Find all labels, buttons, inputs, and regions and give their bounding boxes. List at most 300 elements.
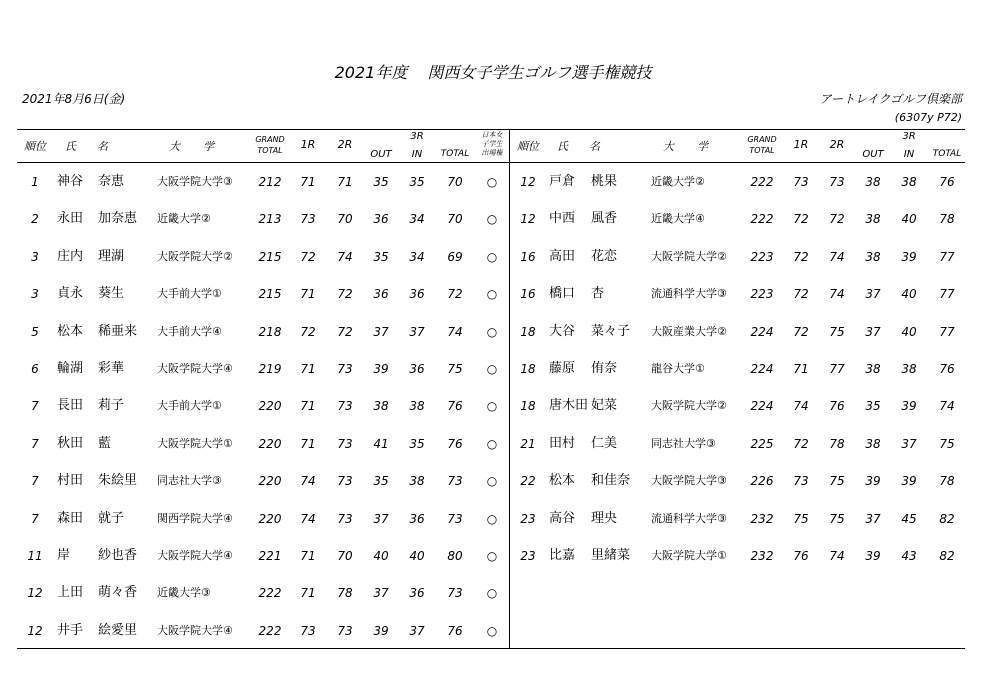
round2-cell: 73 xyxy=(337,362,353,376)
header-university: 学 xyxy=(203,140,214,153)
round3-in-cell: 40 xyxy=(901,324,917,339)
qualification-mark: ○ xyxy=(486,249,498,264)
university-cell: 大阪学院大学④ xyxy=(157,362,233,375)
round3-out-cell: 35 xyxy=(373,249,389,264)
round3-total-cell: 69 xyxy=(447,249,463,264)
rank-cell: 16 xyxy=(520,249,536,264)
family-name-cell: 神谷 xyxy=(57,174,84,189)
given-name-cell: 加奈恵 xyxy=(98,211,138,227)
title-event: 関西女子学生ゴルフ選手権競技 xyxy=(427,63,652,82)
family-name-cell: 森田 xyxy=(57,510,84,526)
round3-in-cell: 39 xyxy=(901,474,917,489)
round3-total-cell: 73 xyxy=(447,474,463,489)
round1-cell: 75 xyxy=(793,511,809,526)
header-round1: 1R xyxy=(793,138,809,151)
round1-cell: 73 xyxy=(300,212,316,227)
header-japan-qualification: 出場権 xyxy=(481,149,503,157)
page-title xyxy=(0,60,986,83)
family-name-cell: 貞永 xyxy=(57,286,84,302)
table-row xyxy=(0,396,986,416)
given-name-cell: 里緒菜 xyxy=(591,548,631,563)
rank-cell: 3 xyxy=(31,249,39,264)
family-name-cell: 井手 xyxy=(57,622,84,638)
round3-total-cell: 80 xyxy=(447,549,463,563)
header-name: 名 xyxy=(589,140,600,153)
round2-cell: 72 xyxy=(337,324,353,339)
family-name-cell: 村田 xyxy=(57,473,84,489)
given-name-cell: 就子 xyxy=(98,510,125,526)
family-name-cell: 大谷 xyxy=(549,323,576,339)
given-name-cell: 藍 xyxy=(98,435,112,451)
rank-cell: 3 xyxy=(31,287,39,302)
family-name-cell: 上田 xyxy=(57,585,84,601)
university-cell: 大阪学院大学① xyxy=(651,549,727,562)
grand-total-cell: 215 xyxy=(258,287,282,302)
qualification-mark: ○ xyxy=(486,586,498,601)
table-row xyxy=(0,247,986,267)
rank-cell: 18 xyxy=(520,324,536,339)
given-name-cell: 彩華 xyxy=(98,361,125,376)
rank-cell: 6 xyxy=(31,362,39,376)
round2-cell: 75 xyxy=(829,324,845,339)
rank-cell: 18 xyxy=(520,399,536,414)
university-cell: 大阪産業大学② xyxy=(651,324,727,338)
university-cell: 近畿大学③ xyxy=(157,586,211,600)
table-row xyxy=(0,284,986,304)
qualification-mark: ○ xyxy=(486,436,498,451)
header-rank: 順位 xyxy=(517,140,539,153)
grand-total-cell: 220 xyxy=(258,399,282,414)
round1-cell: 72 xyxy=(793,436,809,451)
table-row xyxy=(0,434,986,454)
university-cell: 大手前大学④ xyxy=(157,324,222,338)
header-grand-total: TOTAL xyxy=(749,146,775,155)
round3-total-cell: 75 xyxy=(939,436,955,451)
grand-total-cell: 222 xyxy=(750,212,774,227)
header-round2: 2R xyxy=(829,138,845,151)
given-name-cell: 莉子 xyxy=(98,398,125,414)
round2-cell: 74 xyxy=(829,549,845,563)
grand-total-cell: 223 xyxy=(750,287,774,302)
grand-total-cell: 212 xyxy=(258,175,282,189)
family-name-cell: 橋口 xyxy=(549,286,576,302)
round3-out-cell: 39 xyxy=(865,549,881,563)
round3-in-cell: 37 xyxy=(901,436,917,451)
family-name-cell: 長田 xyxy=(57,398,84,414)
university-cell: 大手前大学① xyxy=(157,287,222,301)
round1-cell: 71 xyxy=(300,549,316,563)
qualification-mark: ○ xyxy=(486,623,498,638)
university-cell: 大阪学院大学③ xyxy=(651,474,727,488)
header-university: 大 xyxy=(169,140,180,153)
header-grand-total: TOTAL xyxy=(257,146,283,155)
rank-cell: 7 xyxy=(31,399,39,414)
table-row xyxy=(0,621,986,641)
round3-out-cell: 39 xyxy=(373,623,389,638)
round3-total-cell: 73 xyxy=(447,586,463,601)
university-cell: 大阪学院大学② xyxy=(651,399,727,413)
qualification-mark: ○ xyxy=(486,549,498,563)
round3-in-cell: 36 xyxy=(409,362,425,376)
round2-cell: 74 xyxy=(829,287,845,302)
round3-in-cell: 37 xyxy=(409,623,425,638)
round2-cell: 70 xyxy=(337,212,353,227)
header-rank: 順位 xyxy=(24,140,46,153)
round2-cell: 76 xyxy=(829,399,845,414)
round3-out-cell: 37 xyxy=(865,287,881,302)
rank-cell: 12 xyxy=(27,623,43,638)
title-year: 2021年度 xyxy=(334,63,408,82)
family-name-cell: 岸 xyxy=(57,548,71,563)
family-name-cell: 唐木田 xyxy=(549,398,589,414)
round3-out-cell: 39 xyxy=(865,474,881,489)
round3-out-cell: 37 xyxy=(373,324,389,339)
round3-total-cell: 74 xyxy=(939,399,955,414)
qualification-mark: ○ xyxy=(486,212,498,227)
rank-cell: 23 xyxy=(520,511,536,526)
rank-cell: 7 xyxy=(31,511,39,526)
round1-cell: 73 xyxy=(300,623,316,638)
header-university: 大 xyxy=(663,140,674,153)
grand-total-cell: 218 xyxy=(258,324,282,339)
university-cell: 大手前大学① xyxy=(157,399,222,413)
round3-out-cell: 39 xyxy=(373,362,389,376)
rank-cell: 12 xyxy=(520,212,536,227)
grand-total-cell: 221 xyxy=(258,549,282,563)
rank-cell: 21 xyxy=(520,436,536,451)
venue-name: アートレイクゴルフ倶楽部 xyxy=(819,92,962,106)
round2-cell: 72 xyxy=(829,212,845,227)
round3-out-cell: 37 xyxy=(865,511,881,526)
round1-cell: 71 xyxy=(300,287,316,302)
header-name: 氏 xyxy=(557,140,568,153)
round3-total-cell: 78 xyxy=(939,212,955,227)
header-round3: 3R xyxy=(902,131,916,142)
round3-out-cell: 37 xyxy=(373,511,389,526)
grand-total-cell: 215 xyxy=(258,249,282,264)
table-row xyxy=(0,509,986,529)
family-name-cell: 戸倉 xyxy=(549,174,576,189)
rank-cell: 12 xyxy=(520,175,536,189)
given-name-cell: 菜々子 xyxy=(591,323,631,339)
round1-cell: 74 xyxy=(300,474,316,489)
round2-cell: 73 xyxy=(337,511,353,526)
round3-out-cell: 36 xyxy=(373,212,389,227)
grand-total-cell: 223 xyxy=(750,249,774,264)
grand-total-cell: 224 xyxy=(750,362,774,376)
grand-total-cell: 220 xyxy=(258,436,282,451)
header-out: OUT xyxy=(370,149,392,160)
grand-total-cell: 225 xyxy=(750,436,774,451)
round3-in-cell: 38 xyxy=(901,175,917,189)
round1-cell: 72 xyxy=(793,287,809,302)
qualification-mark: ○ xyxy=(486,511,498,526)
round3-total-cell: 74 xyxy=(447,324,463,339)
round1-cell: 72 xyxy=(300,249,316,264)
university-cell: 近畿大学④ xyxy=(651,212,705,226)
round3-in-cell: 38 xyxy=(901,362,917,376)
round3-in-cell: 43 xyxy=(901,549,917,563)
round3-out-cell: 36 xyxy=(373,287,389,302)
round3-out-cell: 38 xyxy=(865,249,881,264)
round3-total-cell: 76 xyxy=(447,436,463,451)
family-name-cell: 藤原 xyxy=(549,361,576,376)
university-cell: 大阪学院大学③ xyxy=(157,175,233,188)
round1-cell: 72 xyxy=(300,324,316,339)
university-cell: 大阪学院大学④ xyxy=(157,549,233,562)
table-row xyxy=(0,471,986,491)
header-japan-qualification: 日本女 xyxy=(481,131,503,139)
round3-in-cell: 40 xyxy=(901,212,917,227)
round1-cell: 74 xyxy=(300,511,316,526)
grand-total-cell: 224 xyxy=(750,324,774,339)
round2-cell: 73 xyxy=(337,474,353,489)
header-out: OUT xyxy=(862,149,884,160)
round2-cell: 74 xyxy=(829,249,845,264)
round3-in-cell: 35 xyxy=(409,175,425,189)
event-date: 2021年8月6日(金) xyxy=(22,92,126,106)
header-university: 学 xyxy=(697,140,708,153)
round1-cell: 71 xyxy=(300,362,316,376)
rank-cell: 11 xyxy=(27,549,43,563)
round1-cell: 72 xyxy=(793,249,809,264)
qualification-mark: ○ xyxy=(486,362,498,376)
university-cell: 大阪学院大学② xyxy=(157,249,233,263)
round2-cell: 74 xyxy=(337,249,353,264)
round3-out-cell: 37 xyxy=(373,586,389,601)
rank-cell: 7 xyxy=(31,474,39,489)
table-row xyxy=(0,322,986,342)
family-name-cell: 比嘉 xyxy=(549,548,576,563)
university-cell: 近畿大学② xyxy=(157,212,211,226)
grand-total-cell: 226 xyxy=(750,474,774,489)
round3-in-cell: 45 xyxy=(901,511,917,526)
round1-cell: 71 xyxy=(300,436,316,451)
given-name-cell: 朱絵里 xyxy=(98,473,138,489)
table-top-border xyxy=(17,129,965,130)
rank-cell: 23 xyxy=(520,549,536,563)
grand-total-cell: 222 xyxy=(258,623,282,638)
family-name-cell: 松本 xyxy=(57,323,84,339)
round3-in-cell: 34 xyxy=(409,212,425,227)
round3-in-cell: 39 xyxy=(901,249,917,264)
round3-out-cell: 38 xyxy=(865,212,881,227)
round1-cell: 73 xyxy=(793,474,809,489)
given-name-cell: 絵愛里 xyxy=(98,622,138,638)
given-name-cell: 風香 xyxy=(591,211,618,227)
round2-cell: 77 xyxy=(829,362,845,376)
family-name-cell: 中西 xyxy=(549,211,576,227)
rank-cell: 22 xyxy=(520,474,536,489)
grand-total-cell: 232 xyxy=(750,549,774,563)
round2-cell: 72 xyxy=(337,287,353,302)
header-grand: GRAND xyxy=(747,135,777,144)
round1-cell: 74 xyxy=(793,399,809,414)
header-bottom-border xyxy=(17,162,965,163)
round2-cell: 75 xyxy=(829,511,845,526)
grand-total-cell: 224 xyxy=(750,399,774,414)
family-name-cell: 松本 xyxy=(549,473,576,489)
round1-cell: 72 xyxy=(793,212,809,227)
round3-in-cell: 36 xyxy=(409,586,425,601)
round3-out-cell: 35 xyxy=(373,175,389,189)
round3-total-cell: 77 xyxy=(939,249,955,264)
rank-cell: 16 xyxy=(520,287,536,302)
round3-total-cell: 72 xyxy=(447,287,463,302)
round3-out-cell: 38 xyxy=(373,399,389,414)
family-name-cell: 高田 xyxy=(549,248,576,264)
given-name-cell: 稀亜来 xyxy=(98,323,138,339)
table-row xyxy=(0,546,986,566)
grand-total-cell: 232 xyxy=(750,511,774,526)
round3-total-cell: 82 xyxy=(939,549,955,563)
round3-in-cell: 34 xyxy=(409,249,425,264)
round3-total-cell: 76 xyxy=(939,362,955,376)
family-name-cell: 高谷 xyxy=(549,510,576,526)
round3-total-cell: 77 xyxy=(939,287,955,302)
table-bottom-border xyxy=(17,648,965,649)
round3-total-cell: 76 xyxy=(447,399,463,414)
round3-total-cell: 76 xyxy=(447,623,463,638)
rank-cell: 1 xyxy=(31,175,39,189)
university-cell: 大阪学院大学④ xyxy=(157,623,233,637)
header-name: 氏 xyxy=(65,140,76,153)
header-round1: 1R xyxy=(300,138,316,151)
round3-out-cell: 37 xyxy=(865,324,881,339)
round1-cell: 76 xyxy=(793,549,809,563)
family-name-cell: 永田 xyxy=(57,211,84,227)
round3-out-cell: 41 xyxy=(373,436,389,451)
given-name-cell: 杏 xyxy=(591,286,605,302)
family-name-cell: 庄内 xyxy=(57,248,84,264)
table-row xyxy=(0,359,986,379)
round3-in-cell: 38 xyxy=(409,399,425,414)
round1-cell: 71 xyxy=(300,399,316,414)
round1-cell: 71 xyxy=(300,175,316,189)
qualification-mark: ○ xyxy=(486,324,498,339)
round3-in-cell: 39 xyxy=(901,399,917,414)
round3-out-cell: 35 xyxy=(865,399,881,414)
round2-cell: 70 xyxy=(337,549,353,563)
round3-in-cell: 40 xyxy=(409,549,425,563)
round2-cell: 78 xyxy=(337,586,353,601)
university-cell: 同志社大学③ xyxy=(157,474,222,488)
round1-cell: 71 xyxy=(793,362,809,376)
header-round3-total: TOTAL xyxy=(440,149,470,159)
header-round2: 2R xyxy=(337,138,353,151)
round2-cell: 73 xyxy=(829,175,845,189)
round2-cell: 73 xyxy=(337,399,353,414)
round3-total-cell: 75 xyxy=(447,362,463,376)
round3-out-cell: 40 xyxy=(373,549,389,563)
university-cell: 流通科学大学③ xyxy=(651,287,727,301)
round3-total-cell: 77 xyxy=(939,324,955,339)
header-round3: 3R xyxy=(410,131,424,142)
given-name-cell: 理湖 xyxy=(98,248,125,264)
round3-out-cell: 38 xyxy=(865,362,881,376)
round3-total-cell: 70 xyxy=(447,212,463,227)
header-in: IN xyxy=(411,149,423,160)
grand-total-cell: 220 xyxy=(258,511,282,526)
qualification-mark: ○ xyxy=(486,287,498,302)
round3-total-cell: 78 xyxy=(939,474,955,489)
round1-cell: 73 xyxy=(793,175,809,189)
round3-out-cell: 38 xyxy=(865,436,881,451)
grand-total-cell: 213 xyxy=(258,212,282,227)
round2-cell: 78 xyxy=(829,436,845,451)
course-info: (6307y P72) xyxy=(894,111,962,124)
header-round3-total: TOTAL xyxy=(932,149,962,159)
column-divider xyxy=(509,129,510,648)
given-name-cell: 理央 xyxy=(591,510,618,526)
family-name-cell: 田村 xyxy=(549,435,576,451)
grand-total-cell: 222 xyxy=(750,175,774,189)
given-name-cell: 和佳奈 xyxy=(591,473,631,489)
round1-cell: 72 xyxy=(793,324,809,339)
given-name-cell: 葵生 xyxy=(98,286,125,302)
university-cell: 龍谷大学① xyxy=(651,362,705,375)
given-name-cell: 妃菜 xyxy=(591,398,618,414)
grand-total-cell: 219 xyxy=(258,362,282,376)
round3-total-cell: 76 xyxy=(939,175,955,189)
university-cell: 近畿大学② xyxy=(651,175,705,188)
round3-total-cell: 73 xyxy=(447,511,463,526)
round1-cell: 71 xyxy=(300,586,316,601)
university-cell: 大阪学院大学② xyxy=(651,249,727,263)
rank-cell: 2 xyxy=(31,212,39,227)
table-row xyxy=(0,583,986,603)
university-cell: 大阪学院大学① xyxy=(157,436,233,450)
table-row xyxy=(0,209,986,229)
university-cell: 関西学院大学④ xyxy=(157,511,233,525)
header-japan-qualification: 子学生 xyxy=(481,140,503,148)
round3-out-cell: 38 xyxy=(865,175,881,189)
qualification-mark: ○ xyxy=(486,175,498,189)
table-row xyxy=(0,172,986,192)
given-name-cell: 奈恵 xyxy=(98,174,125,189)
header-name: 名 xyxy=(97,140,108,153)
rank-cell: 18 xyxy=(520,362,536,376)
round3-total-cell: 82 xyxy=(939,511,955,526)
round2-cell: 75 xyxy=(829,474,845,489)
round3-in-cell: 37 xyxy=(409,324,425,339)
family-name-cell: 輪湖 xyxy=(57,361,84,376)
header-in: IN xyxy=(903,149,915,160)
round2-cell: 73 xyxy=(337,623,353,638)
rank-cell: 7 xyxy=(31,436,39,451)
round3-in-cell: 38 xyxy=(409,474,425,489)
given-name-cell: 紗也香 xyxy=(98,548,138,563)
rank-cell: 12 xyxy=(27,586,43,601)
given-name-cell: 萌々香 xyxy=(98,585,138,601)
given-name-cell: 花恋 xyxy=(591,248,618,264)
grand-total-cell: 220 xyxy=(258,474,282,489)
family-name-cell: 秋田 xyxy=(57,435,84,451)
round3-out-cell: 35 xyxy=(373,474,389,489)
round3-in-cell: 36 xyxy=(409,511,425,526)
round2-cell: 73 xyxy=(337,436,353,451)
round3-in-cell: 36 xyxy=(409,287,425,302)
round2-cell: 71 xyxy=(337,175,353,189)
university-cell: 同志社大学③ xyxy=(651,436,716,450)
university-cell: 流通科学大学③ xyxy=(651,511,727,525)
qualification-mark: ○ xyxy=(486,474,498,489)
given-name-cell: 桃果 xyxy=(591,174,618,189)
rank-cell: 5 xyxy=(31,324,39,339)
qualification-mark: ○ xyxy=(486,399,498,414)
grand-total-cell: 222 xyxy=(258,586,282,601)
round3-total-cell: 70 xyxy=(447,175,463,189)
